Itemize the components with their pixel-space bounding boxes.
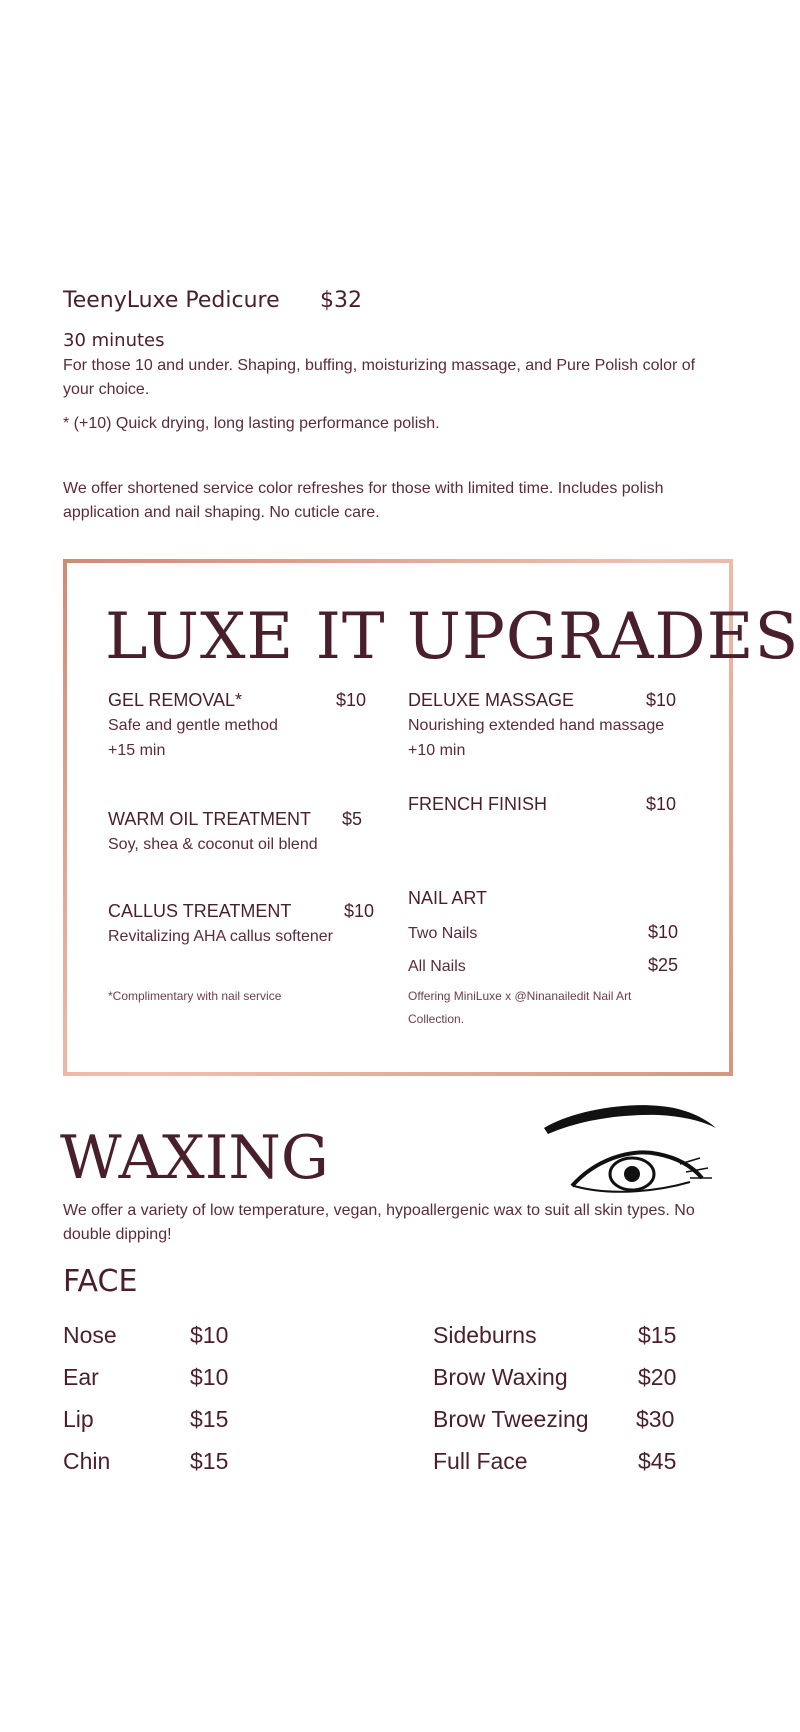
french-finish-name: FRENCH FINISH [408, 794, 547, 814]
upgrades-footnote: *Complimentary with nail service [108, 989, 282, 1003]
wax-item-price: $15 [190, 1448, 229, 1474]
wax-item-price: $10 [190, 1322, 229, 1348]
deluxe-massage-desc: Nourishing extended hand massage [408, 717, 665, 734]
pedicure-title: TeenyLuxe Pedicure [63, 288, 280, 313]
pedicure-duration: 30 minutes [63, 330, 165, 351]
gel-removal-desc: Safe and gentle method [108, 717, 278, 734]
pedicure-description: For those 10 and under. Shaping, buffing, moisturizing massage, and Pure Polish color of your choice. [63, 357, 696, 398]
wax-item-price: $15 [638, 1322, 677, 1348]
pedicure-price: $32 [320, 288, 362, 313]
gel-removal-time: +15 min [108, 742, 166, 759]
nail-art-all-label: All Nails [408, 958, 466, 975]
wax-item-price: $45 [638, 1448, 677, 1474]
wax-item-name: Brow Waxing [433, 1364, 568, 1390]
deluxe-massage-name: DELUXE MASSAGE [408, 690, 575, 710]
wax-item-price: $20 [638, 1364, 677, 1390]
nail-art-two-label: Two Nails [408, 925, 478, 942]
warm-oil-price: $5 [342, 809, 363, 829]
refresh-note: We offer shortened service color refreshes for those with limited time. Includes polish application and nail shaping. No cuticle care. [63, 480, 664, 521]
nail-art-two-price: $10 [648, 922, 679, 942]
gel-removal-price: $10 [336, 690, 367, 710]
wax-item-name: Sideburns [433, 1322, 537, 1348]
wax-item-price: $30 [636, 1406, 675, 1432]
wax-item-name: Ear [63, 1364, 99, 1390]
callus-price: $10 [344, 901, 375, 921]
warm-oil-desc: Soy, shea & coconut oil blend [108, 836, 318, 853]
callus-name: CALLUS TREATMENT [108, 901, 292, 921]
upgrades-title: LUXE IT UPGRADES [105, 600, 800, 674]
nail-art-all-price: $25 [648, 955, 679, 975]
nail-art-name: NAIL ART [408, 888, 488, 908]
callus-desc: Revitalizing AHA callus softener [108, 928, 333, 945]
pedicure-note: * (+10) Quick drying, long lasting performance polish. [63, 415, 440, 432]
eye-illustration-icon [540, 1098, 720, 1202]
wax-item-name: Nose [63, 1322, 117, 1348]
wax-item-name: Lip [63, 1406, 94, 1432]
wax-item-name: Brow Tweezing [433, 1406, 589, 1432]
wax-item-name: Full Face [433, 1448, 528, 1474]
french-finish-price: $10 [646, 794, 677, 814]
nail-art-offering: Offering MiniLuxe x @Ninanailedit Nail Art Collection. [408, 989, 632, 1026]
deluxe-massage-time: +10 min [408, 742, 466, 759]
waxing-title: WAXING [60, 1123, 329, 1193]
wax-item-price: $10 [190, 1364, 229, 1390]
wax-item-name: Chin [63, 1448, 111, 1474]
warm-oil-name: WARM OIL TREATMENT [108, 809, 312, 829]
deluxe-massage-price: $10 [646, 690, 677, 710]
wax-item-price: $15 [190, 1406, 229, 1432]
gel-removal-name: GEL REMOVAL* [108, 690, 243, 710]
waxing-description: We offer a variety of low temperature, vegan, hypoallergenic wax to suit all skin types. No double dipping! [63, 1202, 695, 1243]
face-title: FACE [63, 1264, 138, 1299]
